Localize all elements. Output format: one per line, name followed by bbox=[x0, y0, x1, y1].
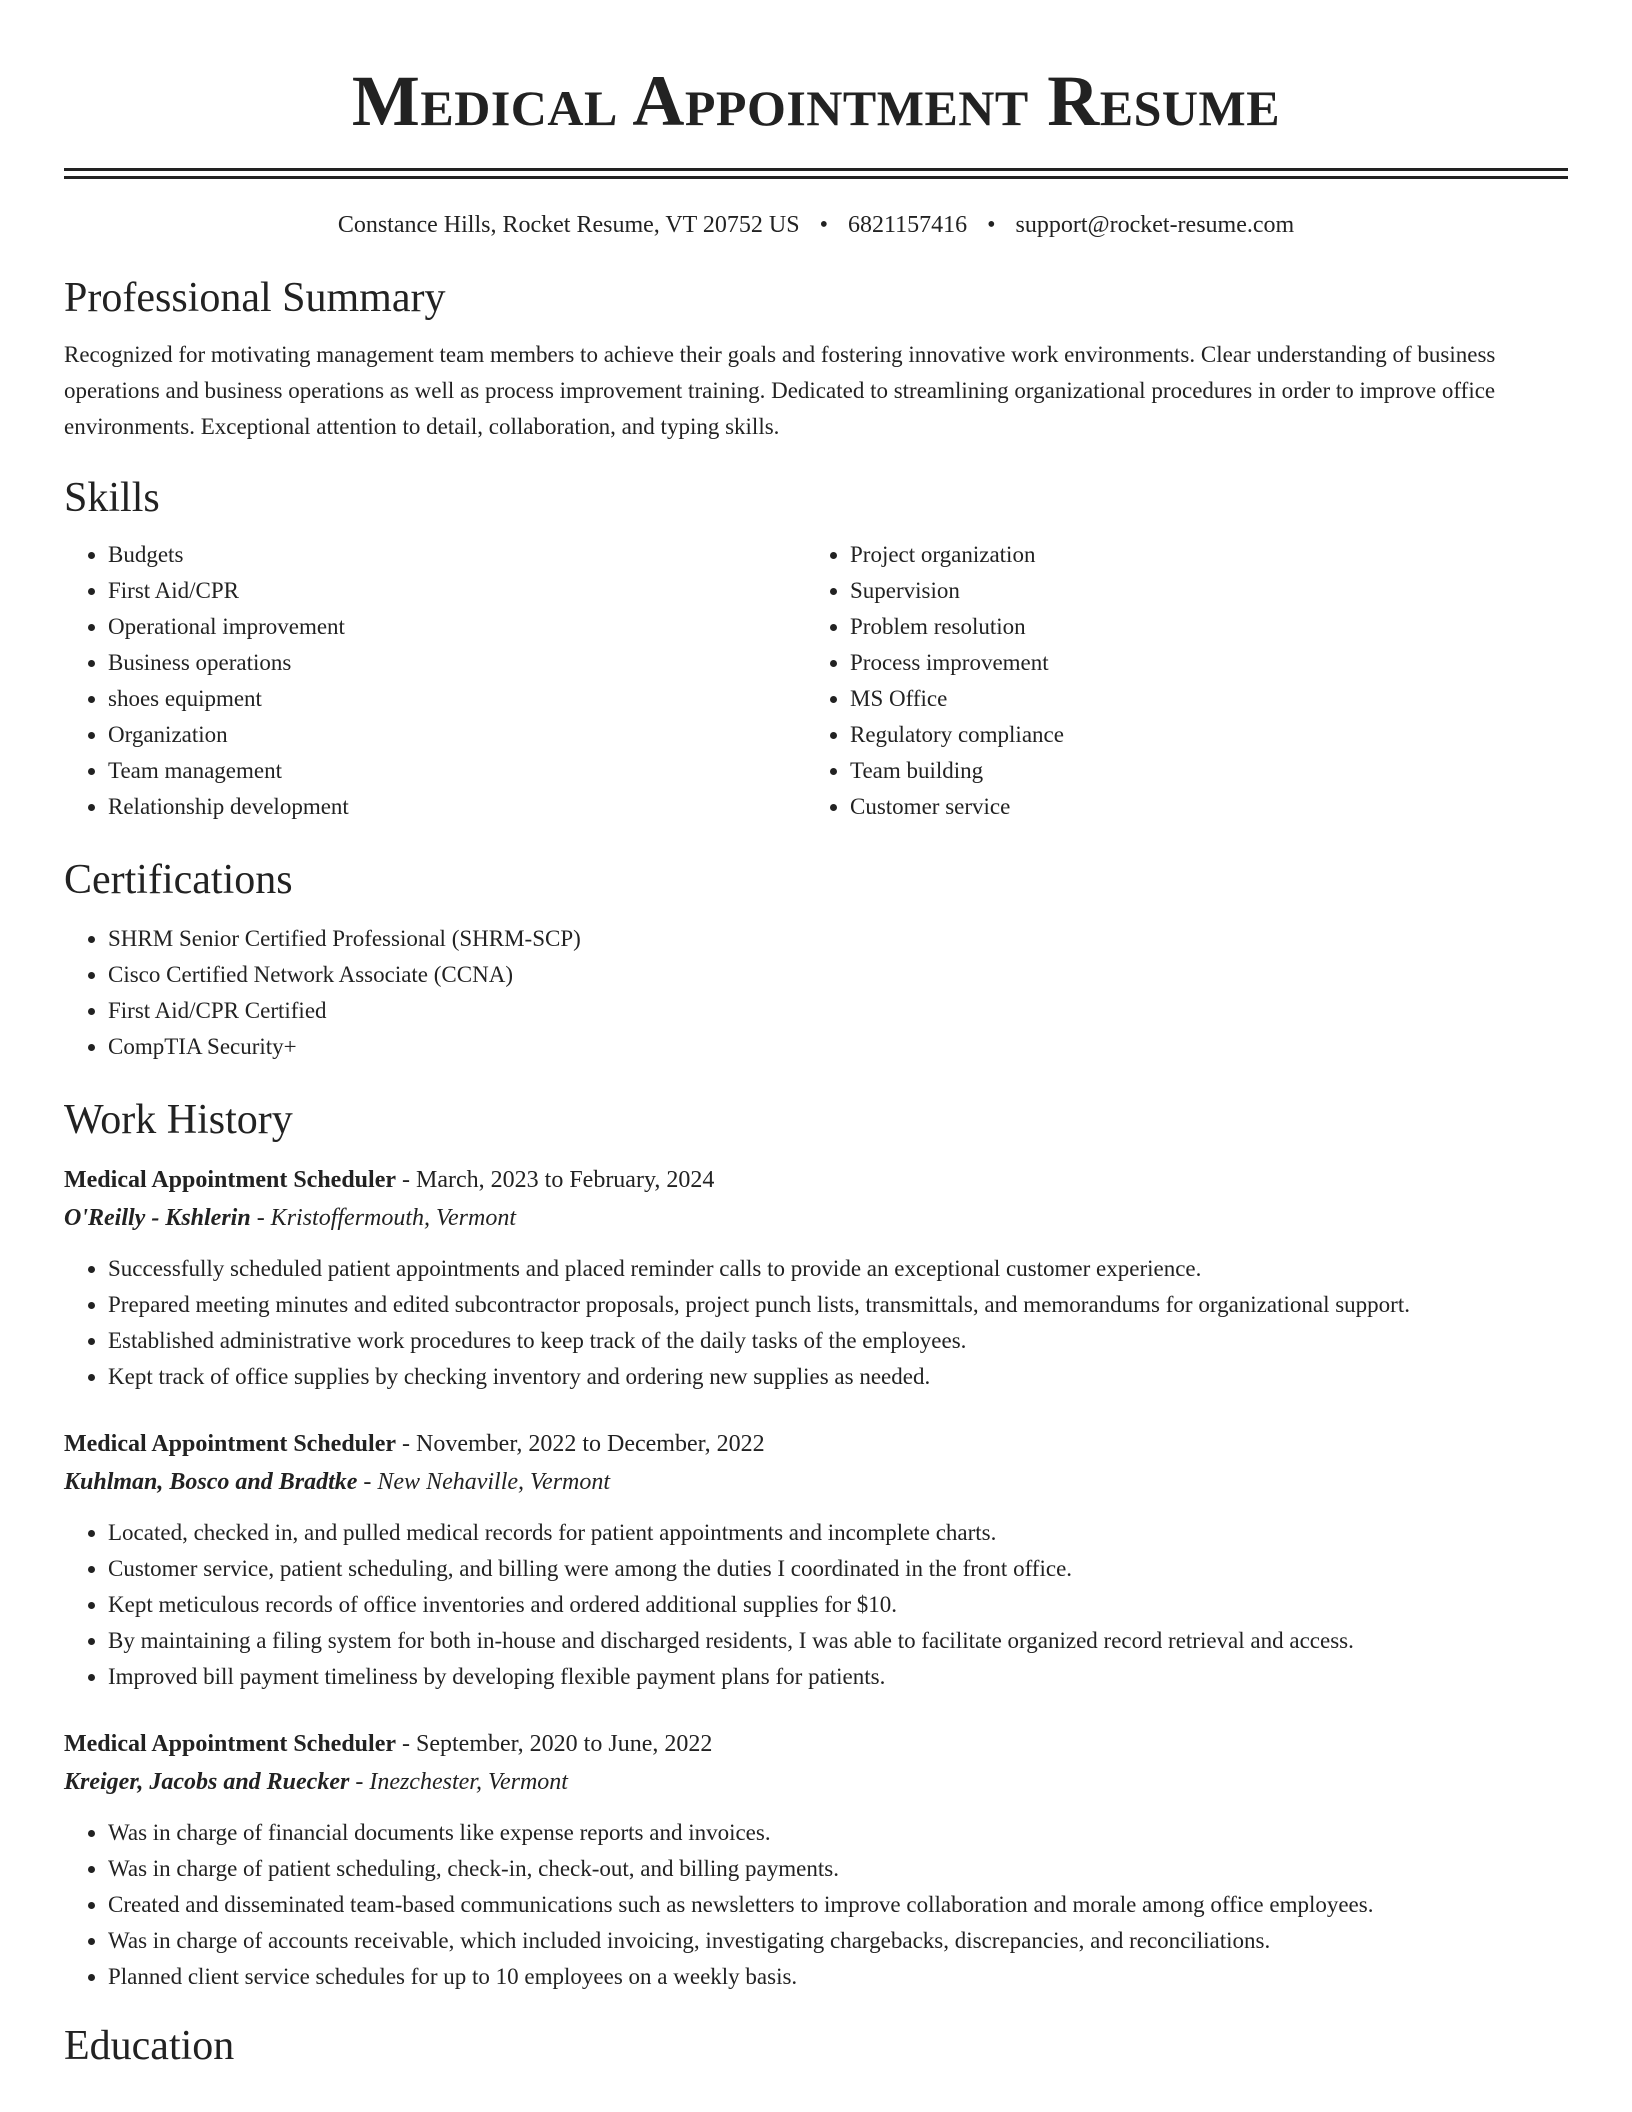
skill-item: • Relationship development bbox=[108, 789, 806, 825]
job-title: Medical Appointment Scheduler bbox=[64, 1431, 397, 1457]
skills-column-right bbox=[806, 537, 1548, 825]
employer-name: Kuhlman, Bosco and Bradtke bbox=[64, 1469, 358, 1495]
job-duty: • Successfully scheduled patient appointments and placed reminder calls to provide an exceptional customer experience. bbox=[108, 1251, 1568, 1287]
job-header bbox=[64, 1161, 1568, 1199]
job-dates: - November, 2022 to December, 2022 bbox=[396, 1431, 765, 1457]
certification-item: • SHRM Senior Certified Professional (SHRM-SCP) bbox=[108, 921, 1568, 957]
job-entry bbox=[64, 1725, 1568, 1995]
skill-item: • Business operations bbox=[108, 645, 806, 681]
certification-item: • First Aid/CPR Certified bbox=[108, 993, 1568, 1029]
employer-location: - Kristoffermouth, Vermont bbox=[250, 1205, 517, 1231]
job-entry bbox=[64, 1425, 1568, 1695]
job-dates: - September, 2020 to June, 2022 bbox=[396, 1731, 713, 1757]
employer-line bbox=[64, 1199, 1568, 1237]
employer-line bbox=[64, 1763, 1568, 1801]
employer-name: Kreiger, Jacobs and Ruecker bbox=[64, 1769, 350, 1795]
skill-item: • Operational improvement bbox=[108, 609, 806, 645]
skill-item: • Regulatory compliance bbox=[850, 717, 1548, 753]
education-section bbox=[64, 2021, 1568, 2071]
job-duty: • Was in charge of patient scheduling, check-in, check-out, and billing payments. bbox=[108, 1851, 1568, 1887]
contact-separator: • bbox=[819, 212, 828, 238]
job-duties bbox=[64, 1815, 1568, 1995]
job-duty: • Kept track of office supplies by checking inventory and ordering new supplies as needed. bbox=[108, 1359, 1568, 1395]
certifications-section bbox=[64, 855, 1568, 1065]
job-duty: • Planned client service schedules for up to 10 employees on a weekly basis. bbox=[108, 1959, 1568, 1995]
skill-item: • Budgets bbox=[108, 537, 806, 573]
job-duty: • Located, checked in, and pulled medical records for patient appointments and incomplete charts. bbox=[108, 1515, 1568, 1551]
job-title: Medical Appointment Scheduler bbox=[64, 1167, 397, 1193]
job-duty: • Established administrative work procedures to keep track of the daily tasks of the employees. bbox=[108, 1323, 1568, 1359]
job-duty: • Created and disseminated team-based communications such as newsletters to improve collaboration and morale among office employees. bbox=[108, 1887, 1568, 1923]
contact-phone: 6821157416 bbox=[847, 212, 968, 238]
job-entry bbox=[64, 1161, 1568, 1395]
job-header bbox=[64, 1725, 1568, 1763]
skill-item: • Organization bbox=[108, 717, 806, 753]
summary-section bbox=[64, 273, 1568, 445]
education-heading: Education bbox=[64, 2023, 235, 2069]
contact-email: support@rocket-resume.com bbox=[1015, 212, 1295, 238]
skill-item: • Team management bbox=[108, 753, 806, 789]
skills-list-right bbox=[806, 537, 1548, 825]
skill-item: • First Aid/CPR bbox=[108, 573, 806, 609]
job-duty: • Improved bill payment timeliness by developing flexible payment plans for patients. bbox=[108, 1659, 1568, 1695]
skills-list-left bbox=[64, 537, 806, 825]
certifications-heading: Certifications bbox=[64, 857, 293, 903]
job-duty: • Customer service, patient scheduling, and billing were among the duties I coordinated in the front office. bbox=[108, 1551, 1568, 1587]
job-duty: • Was in charge of accounts receivable, which included invoicing, investigating chargebacks, discrepancies, and reconciliations. bbox=[108, 1923, 1568, 1959]
skills-column-left bbox=[64, 537, 806, 825]
job-duty: • Was in charge of financial documents like expense reports and invoices. bbox=[108, 1815, 1568, 1851]
certification-item: • Cisco Certified Network Associate (CCNA) bbox=[108, 957, 1568, 993]
job-duty: • Prepared meeting minutes and edited subcontractor proposals, project punch lists, transmittals, and memorandums for organizational support. bbox=[108, 1287, 1568, 1323]
skill-item: • shoes equipment bbox=[108, 681, 806, 717]
job-header bbox=[64, 1425, 1568, 1463]
certifications-list bbox=[64, 921, 1568, 1065]
skill-item: • Team building bbox=[850, 753, 1548, 789]
skill-item: • MS Office bbox=[850, 681, 1548, 717]
skill-item: • Customer service bbox=[850, 789, 1548, 825]
skills-section bbox=[64, 473, 1568, 825]
skill-item: • Supervision bbox=[850, 573, 1548, 609]
skill-item: • Process improvement bbox=[850, 645, 1548, 681]
employer-name: O'Reilly - Kshlerin bbox=[64, 1205, 251, 1231]
job-title: Medical Appointment Scheduler bbox=[64, 1731, 397, 1757]
skills-columns bbox=[64, 537, 1568, 825]
skill-item: • Problem resolution bbox=[850, 609, 1548, 645]
summary-text: Recognized for motivating management team members to achieve their goals and fostering innovative work environments. Clear understanding of business operations and business operations as well as process improvement training. Dedicated to streamlining organizational procedures in order to improve office environments. Exceptional attention to detail, collaboration, and typing skills. bbox=[64, 342, 1496, 439]
contact-line bbox=[64, 209, 1568, 241]
employer-location: - Inezchester, Vermont bbox=[349, 1769, 568, 1795]
work-history-section bbox=[64, 1095, 1568, 1995]
title-divider bbox=[64, 168, 1568, 179]
job-duty: • By maintaining a filing system for both in-house and discharged residents, I was able to facilitate organized record retrieval and access. bbox=[108, 1623, 1568, 1659]
resume-title: Medical Appointment Resume bbox=[351, 61, 1281, 141]
certification-item: • CompTIA Security+ bbox=[108, 1029, 1568, 1065]
job-duties bbox=[64, 1515, 1568, 1695]
skills-heading: Skills bbox=[64, 475, 160, 521]
summary-heading: Professional Summary bbox=[64, 275, 446, 321]
job-duties bbox=[64, 1251, 1568, 1395]
job-duty: • Kept meticulous records of office inventories and ordered additional supplies for $10. bbox=[108, 1587, 1568, 1623]
job-dates: - March, 2023 to February, 2024 bbox=[396, 1167, 715, 1193]
contact-separator: • bbox=[987, 212, 996, 238]
resume-page bbox=[64, 0, 1568, 2071]
employer-line bbox=[64, 1463, 1568, 1501]
skill-item: • Project organization bbox=[850, 537, 1548, 573]
contact-address: Constance Hills, Rocket Resume, VT 20752 US bbox=[337, 212, 800, 238]
employer-location: - New Nehaville, Vermont bbox=[357, 1469, 611, 1495]
work-history-heading: Work History bbox=[64, 1097, 293, 1143]
